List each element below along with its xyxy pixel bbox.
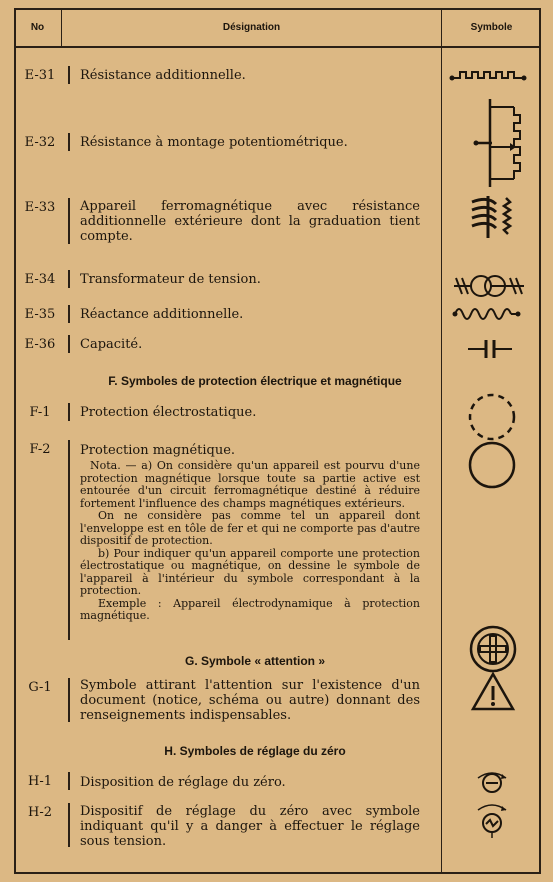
row-text: Protection magnétique. xyxy=(80,443,236,458)
note-paragraph: Nota. — a) On considère qu'un appareil est pourvu d'une protection magnétique lorsque toute sa partie active est entourée d'un circuit ferromagnétique destiné à réduire fortement l'influence des champs magnétiques extérieurs. xyxy=(80,459,420,510)
row-text: Résistance à montage potentiométrique. xyxy=(80,135,348,150)
row-text: Symbole attirant l'attention sur l'existence d'un document (notice, schéma ou autre) donnant des renseignements indispensables. xyxy=(80,678,420,723)
row-text: Disposition de réglage du zéro. xyxy=(80,775,286,790)
header-divider xyxy=(14,46,541,48)
row-code: E-36 xyxy=(24,337,56,352)
column-divider-2 xyxy=(441,8,442,874)
row-bar xyxy=(68,440,70,640)
row-text: Transformateur de tension. xyxy=(80,272,261,287)
header-no: No xyxy=(30,22,45,33)
row-bar xyxy=(68,133,70,151)
row-bar xyxy=(68,270,70,288)
row-code: F-2 xyxy=(29,442,51,457)
electrodynamic-protected-icon xyxy=(468,624,518,674)
f2-note xyxy=(80,460,420,623)
row-bar xyxy=(68,305,70,323)
zero-adjust-danger-icon xyxy=(474,802,510,840)
section-heading-g: G. Symbole « attention » xyxy=(184,654,326,668)
row-code: E-33 xyxy=(24,200,56,215)
circle-icon xyxy=(466,439,518,491)
note-paragraph: Exemple : Appareil électrodynamique à protection magnétique. xyxy=(80,596,420,622)
row-code: F-1 xyxy=(29,405,51,420)
row-bar xyxy=(68,335,70,353)
reactance-icon xyxy=(452,304,522,326)
row-code: H-1 xyxy=(27,774,52,789)
header-designation: Désignation xyxy=(222,22,281,33)
section-heading-f: F. Symboles de protection électrique et magnétique xyxy=(108,374,402,388)
row-bar xyxy=(68,772,70,790)
row-bar xyxy=(68,198,70,244)
row-code: H-2 xyxy=(27,805,52,820)
row-bar xyxy=(68,66,70,84)
row-code: G-1 xyxy=(28,680,52,695)
capacitor-icon xyxy=(466,338,516,360)
ferromagnetic-resistor-icon xyxy=(466,194,520,240)
row-text: Capacité. xyxy=(80,337,143,352)
row-bar xyxy=(68,403,70,421)
resistor-additional-icon xyxy=(448,64,528,86)
note-paragraph: b) Pour indiquer qu'un appareil comporte une protection électrostatique ou magnétique, on dessine le symbole de l'appareil à l'intérieur du symbole correspondant à la protection. xyxy=(80,546,420,597)
dashed-circle-icon xyxy=(466,391,518,443)
row-code: E-34 xyxy=(24,272,56,287)
row-text: Réactance additionnelle. xyxy=(80,307,244,322)
header-symbole: Symbole xyxy=(470,22,513,33)
zero-adjust-icon xyxy=(474,770,510,796)
note-paragraph: On ne considère pas comme tel un appareil dont l'enveloppe est en tôle de fer et qui ne comporte pas d'autre dispositif de protection. xyxy=(80,509,420,547)
potentiometer-icon xyxy=(470,97,530,189)
row-text: Résistance additionnelle. xyxy=(80,68,246,83)
row-code: E-32 xyxy=(24,135,56,150)
row-code: E-31 xyxy=(24,68,56,83)
warning-triangle-icon xyxy=(470,671,516,713)
row-bar xyxy=(68,803,70,847)
row-bar xyxy=(68,678,70,722)
section-heading-h: H. Symboles de réglage du zéro xyxy=(164,744,346,758)
row-text: Appareil ferromagnétique avec résistance additionnelle extérieure dont la graduation tient compte. xyxy=(80,199,420,244)
row-text: Protection électrostatique. xyxy=(80,405,257,420)
row-code: E-35 xyxy=(24,307,56,322)
row-text: Dispositif de réglage du zéro avec symbole indiquant qu'il y a danger à effectuer le réglage sous tension. xyxy=(80,804,420,849)
transformer-icon xyxy=(452,272,526,300)
